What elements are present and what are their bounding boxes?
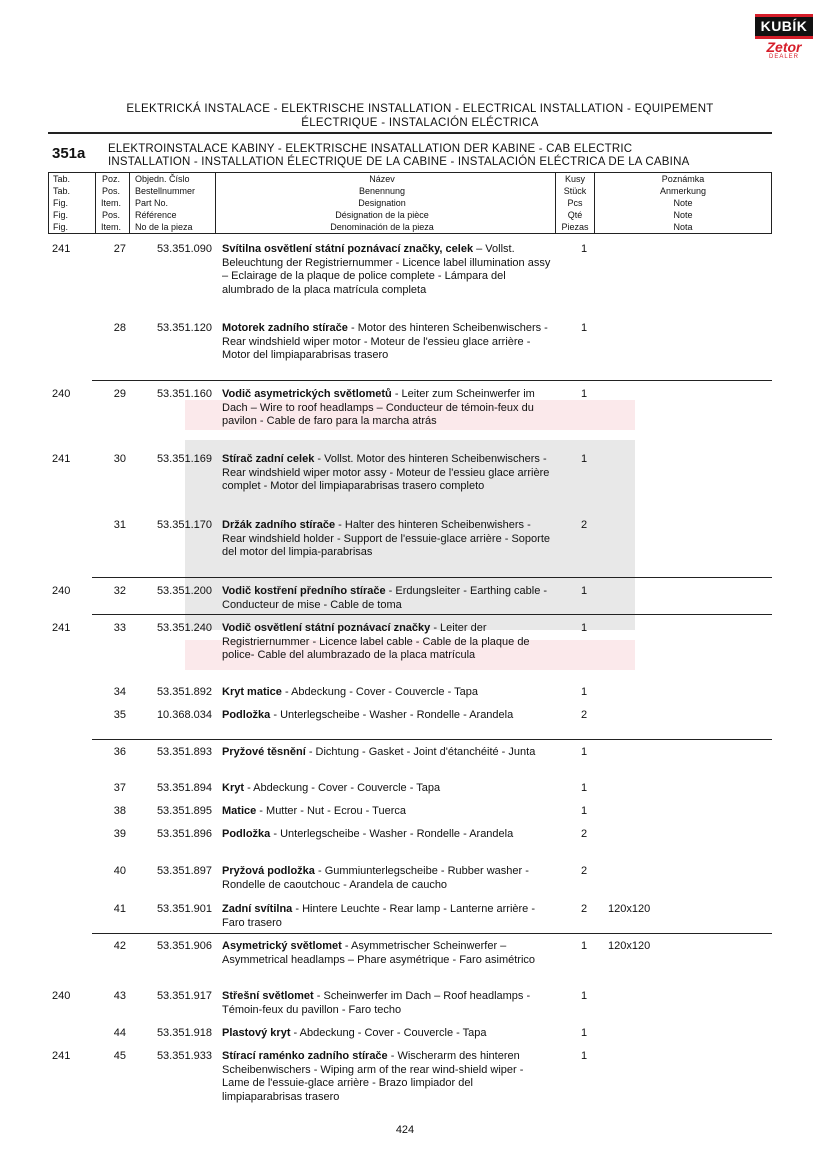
row-name-translations: - Leiter der Registriernummer - Licence label cable - Cable de la plaque de police- Cable del alumbrazado de la placa matrícula: [222, 622, 530, 662]
page-title-line1: ELEKTRICKÁ INSTALACE - ELEKTRISCHE INSTALLATION - ELECTRICAL INSTALLATION - EQUIPEMENT: [126, 103, 714, 115]
row-description: [222, 519, 552, 560]
row-part-number: 53.351.897: [156, 865, 212, 877]
row-description: [222, 746, 552, 760]
row-part-number: 53.351.901: [156, 903, 212, 915]
col-tab-header: Tab. Tab. Fig. Fig. Fig.: [53, 174, 71, 232]
row-tab: 241: [52, 622, 71, 634]
row-name-translations: - Abdeckung - Cover - Couvercle - Tapa: [281, 686, 478, 698]
row-tab: 240: [52, 388, 71, 400]
col-qty-header: Kusy Stück Pcs Qté Piezas: [561, 174, 589, 232]
row-name-cz: Kryt: [222, 782, 245, 794]
row-name-cz: Vodič kostření předního stírače: [222, 585, 386, 597]
row-name-translations: - Abdeckung - Cover - Couvercle - Tapa: [290, 1027, 487, 1039]
row-part-number: 53.351.120: [156, 322, 212, 334]
group-divider: [92, 739, 772, 740]
row-qty: 1: [580, 782, 588, 794]
row-name-translations: - Hintere Leuchte - Rear lamp - Lanterne arrière - Faro trasero: [222, 903, 536, 929]
row-part-number: 53.351.160: [156, 388, 212, 400]
row-name-translations: - Abdeckung - Cover - Couvercle - Tapa: [244, 782, 441, 794]
row-name-cz: Matice: [222, 805, 257, 817]
row-part-number: 53.351.895: [156, 805, 212, 817]
row-name-cz: Podložka: [222, 709, 271, 721]
logo-brand: KUBÍK: [755, 14, 813, 39]
section-title: [108, 143, 773, 169]
row-part-number: 53.351.200: [156, 585, 212, 597]
row-pos: 45: [113, 1050, 126, 1062]
row-name-translations: - Motor des hinteren Scheibenwischers - Rear windshield wiper motor - Moteur de l'essieu glace arrière - Motor del limpiaparabrisas trasero: [222, 322, 548, 362]
row-qty: 1: [580, 453, 588, 465]
row-name-translations: - Wischerarm des hinteren Scheibenwischers - Wiping arm of the rear wind-shield wiper - Lame de l'essuie-glace arrière - Brazo limpiador del limpiaparabrisas trasero: [222, 1050, 524, 1103]
row-pos: 34: [113, 686, 126, 698]
row-name-cz: Střešní světlomet: [222, 990, 314, 1002]
group-divider: [92, 380, 772, 381]
row-qty: 2: [580, 828, 588, 840]
row-pos: 27: [113, 243, 126, 255]
row-name-cz: Držák zadního stírače: [222, 519, 336, 531]
group-divider: [92, 577, 772, 578]
row-name-translations: - Leiter zum Scheinwerfer im Dach – Wire to roof headlamps – Conducteur de témoin-feux du pavilon - Cable de faro para la marcha atrás: [222, 388, 535, 428]
row-name-cz: Stírací raménko zadního stírače: [222, 1050, 388, 1062]
row-name-cz: Stírač zadní celek: [222, 453, 315, 465]
section-number: 351a: [52, 145, 86, 162]
row-qty: 2: [580, 519, 588, 531]
row-name-translations: - Erdungsleiter - Earthing cable - Conducteur de mise - Cable de toma: [222, 585, 548, 611]
row-description: [222, 388, 552, 429]
row-part-number: 53.351.918: [156, 1027, 212, 1039]
row-qty: 1: [580, 243, 588, 255]
column-header: [48, 172, 772, 234]
row-part-number: 53.351.169: [156, 453, 212, 465]
row-pos: 43: [113, 990, 126, 1002]
row-part-number: 53.351.917: [156, 990, 212, 1002]
row-description: [222, 828, 552, 842]
row-qty: 1: [580, 585, 588, 597]
row-part-number: 53.351.240: [156, 622, 212, 634]
row-name-translations: - Asymmetrischer Scheinwerfer – Asymmetrical headlamps – Phare asymétrique - Faro asimétrico: [222, 940, 536, 966]
row-pos: 33: [113, 622, 126, 634]
row-part-number: 53.351.892: [156, 686, 212, 698]
row-name-cz: Kryt matice: [222, 686, 282, 698]
row-qty: 1: [580, 1027, 588, 1039]
row-description: [222, 940, 552, 967]
row-qty: 2: [580, 865, 588, 877]
row-note: 120x120: [608, 940, 651, 952]
row-part-number: 10.368.034: [156, 709, 212, 721]
row-pos: 29: [113, 388, 126, 400]
row-name-translations: - Unterlegscheibe - Washer - Rondelle - Arandela: [270, 709, 514, 721]
logo-partner: Zetor: [766, 39, 802, 55]
row-qty: 1: [580, 622, 588, 634]
row-name-translations: - Gummiunterlegscheibe - Rubber washer - Rondelle de caoutchouc - Arandela de caucho: [222, 865, 529, 891]
row-pos: 44: [113, 1027, 126, 1039]
row-part-number: 53.351.170: [156, 519, 212, 531]
row-description: [222, 585, 552, 612]
col-note-header: Poznámka Anmerkung Note Note Nota: [659, 174, 707, 232]
row-pos: 40: [113, 865, 126, 877]
row-name-translations: – Vollst. Beleuchtung der Registriernummer - Licence label illumination assy – Eclairage de la plaque de police complete - Lámpara del alumbrado de la placa matrícula completa: [222, 243, 551, 296]
row-tab: 241: [52, 453, 71, 465]
row-pos: 42: [113, 940, 126, 952]
row-name-translations: - Halter des hinteren Scheibenwishers - Rear windshield holder - Support de l'essuie-glace arrière - Soporte del motor del limpia-parabrisas: [222, 519, 550, 559]
row-part-number: 53.351.090: [156, 243, 212, 255]
row-qty: 1: [580, 1050, 588, 1062]
col-name-header: Název Benennung Designation Désignation de la pièce Denominación de la pieza: [330, 174, 434, 232]
row-name-cz: Zadní svítilna: [222, 903, 293, 915]
row-description: [222, 865, 552, 892]
row-pos: 31: [113, 519, 126, 531]
row-description: [222, 1027, 552, 1041]
row-pos: 35: [113, 709, 126, 721]
kubik-zetor-logo: [755, 14, 813, 60]
row-tab: 241: [52, 1050, 71, 1062]
row-description: [222, 709, 552, 723]
row-name-cz: Vodič asymetrických světlometů: [222, 388, 392, 400]
row-description: [222, 322, 552, 363]
group-divider: [92, 933, 772, 934]
row-qty: 2: [580, 709, 588, 721]
row-pos: 30: [113, 453, 126, 465]
logo-tag: DEALER: [768, 54, 799, 60]
row-name-cz: Plastový kryt: [222, 1027, 291, 1039]
row-tab: 241: [52, 243, 71, 255]
row-part-number: 53.351.933: [156, 1050, 212, 1062]
row-pos: 38: [113, 805, 126, 817]
row-description: [222, 1050, 552, 1104]
row-pos: 41: [113, 903, 126, 915]
row-name-translations: - Unterlegscheibe - Washer - Rondelle - Arandela: [270, 828, 514, 840]
row-qty: 1: [580, 805, 588, 817]
group-divider: [92, 614, 772, 615]
row-description: [222, 990, 552, 1017]
row-name-cz: Svítilna osvětlení státní poznávací značky, celek: [222, 243, 474, 255]
section-title-line1: ELEKTROINSTALACE KABINY - ELEKTRISCHE INSATALLATION DER KABINE - CAB ELECTRIC: [108, 143, 633, 155]
row-description: [222, 903, 552, 930]
row-name-cz: Pryžové těsnění: [222, 746, 306, 758]
title-divider: [48, 132, 772, 134]
row-tab: 240: [52, 990, 71, 1002]
row-name-translations: - Mutter - Nut - Ecrou - Tuerca: [256, 805, 407, 817]
row-pos: 39: [113, 828, 126, 840]
row-pos: 36: [113, 746, 126, 758]
row-qty: 1: [580, 686, 588, 698]
row-name-translations: - Vollst. Motor des hinteren Scheibenwischers - Rear windshield wiper motor assy - Moteur de l'essieu glace arrière complet - Motor del limpiaparabrisas trasero completo: [222, 453, 550, 493]
row-pos: 28: [113, 322, 126, 334]
row-part-number: 53.351.893: [156, 746, 212, 758]
row-tab: 240: [52, 585, 71, 597]
page-title-line2: ÉLECTRIQUE - INSTALACIÓN ELÉCTRICA: [301, 117, 539, 129]
page-title: [60, 102, 780, 130]
row-qty: 1: [580, 388, 588, 400]
col-pos-header: Poz. Pos. Item. Pos. Item.: [100, 174, 121, 232]
col-part-header: Objedn. Číslo Bestellnummer Part No. Référence No de la pieza: [135, 174, 196, 232]
row-part-number: 53.351.906: [156, 940, 212, 952]
row-name-cz: Vodič osvětlení státní poznávací značky: [222, 622, 431, 634]
row-qty: 1: [580, 746, 588, 758]
row-description: [222, 686, 552, 700]
row-qty: 1: [580, 940, 588, 952]
row-description: [222, 243, 552, 297]
row-part-number: 53.351.894: [156, 782, 212, 794]
row-description: [222, 782, 552, 796]
row-name-cz: Pryžová podložka: [222, 865, 315, 877]
row-pos: 37: [113, 782, 126, 794]
section-title-line2: INSTALLATION - INSTALLATION ÉLECTRIQUE DE LA CABINE - INSTALACIÓN ELÉCTRICA DE LA CABINA: [108, 156, 690, 168]
row-qty: 2: [580, 903, 588, 915]
row-qty: 1: [580, 322, 588, 334]
row-name-cz: Asymetrický světlomet: [222, 940, 342, 952]
row-qty: 1: [580, 990, 588, 1002]
row-description: [222, 805, 552, 819]
row-note: 120x120: [608, 903, 651, 915]
row-description: [222, 453, 552, 494]
row-part-number: 53.351.896: [156, 828, 212, 840]
page-number: 424: [395, 1124, 415, 1136]
row-name-translations: - Dichtung - Gasket - Joint d'étanchéité - Junta: [305, 746, 536, 758]
row-pos: 32: [113, 585, 126, 597]
row-name-translations: - Scheinwerfer im Dach – Roof headlamps - Témoin-feux du pavillon - Faro techo: [222, 990, 531, 1016]
row-description: [222, 622, 552, 663]
row-name-cz: Motorek zadního stírače: [222, 322, 348, 334]
row-name-cz: Podložka: [222, 828, 271, 840]
